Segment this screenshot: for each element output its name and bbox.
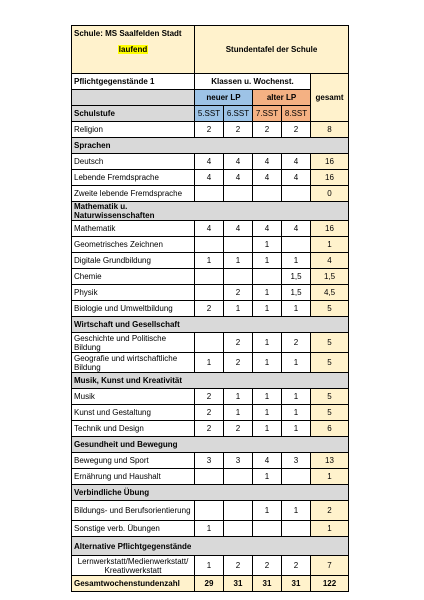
hours-cell: 2 xyxy=(224,353,253,373)
footer-total: 122 xyxy=(311,576,349,592)
hours-cell: 3 xyxy=(282,453,311,469)
hours-cell: 1 xyxy=(253,405,282,421)
subject-label: Bewegung und Sport xyxy=(72,453,195,469)
hours-cell: 4 xyxy=(195,170,224,186)
section-row xyxy=(72,373,349,389)
total-cell: 16 xyxy=(311,154,349,170)
table-row xyxy=(72,333,349,353)
table-row xyxy=(72,221,349,237)
table-row xyxy=(72,154,349,170)
section-label: Sprachen xyxy=(72,138,349,154)
total-cell: 8 xyxy=(311,122,349,138)
section-row xyxy=(72,202,349,221)
hours-cell: 1 xyxy=(282,421,311,437)
column-5sst: 5.SST xyxy=(195,106,224,122)
hours-cell: 1 xyxy=(282,353,311,373)
hours-cell: 4 xyxy=(195,221,224,237)
hours-cell: 1 xyxy=(224,253,253,269)
subject-label: Lebende Fremdsprache xyxy=(72,170,195,186)
table-row xyxy=(72,421,349,437)
hours-cell: 4 xyxy=(224,154,253,170)
section-row xyxy=(72,437,349,453)
hours-cell xyxy=(224,237,253,253)
subject-label: Ernährung und Haushalt xyxy=(72,469,195,485)
total-cell: 16 xyxy=(311,170,349,186)
hours-cell: 4 xyxy=(282,170,311,186)
hours-cell xyxy=(224,469,253,485)
hours-cell: 2 xyxy=(282,333,311,353)
new-lp-header: neuer LP xyxy=(195,90,253,106)
hours-cell: 1,5 xyxy=(282,285,311,301)
table-row xyxy=(72,521,349,537)
hours-cell xyxy=(253,186,282,202)
hours-cell: 1 xyxy=(282,389,311,405)
footer-hours: 31 xyxy=(253,576,282,592)
hours-cell: 3 xyxy=(195,453,224,469)
subject-label: Zweite lebende Fremdsprache xyxy=(72,186,195,202)
total-cell: 1,5 xyxy=(311,269,349,285)
hours-cell: 2 xyxy=(195,389,224,405)
subject-label: Technik und Design xyxy=(72,421,195,437)
total-cell: 1 xyxy=(311,521,349,537)
subject-label: Musik xyxy=(72,389,195,405)
table-row xyxy=(72,269,349,285)
section-row xyxy=(72,537,349,556)
hours-cell: 1 xyxy=(253,237,282,253)
hours-cell xyxy=(195,469,224,485)
table-row xyxy=(72,405,349,421)
subject-label: Chemie xyxy=(72,269,195,285)
hours-cell: 1 xyxy=(253,301,282,317)
subject-label: Religion xyxy=(72,122,195,138)
hours-cell xyxy=(195,237,224,253)
hours-cell: 1 xyxy=(195,353,224,373)
hours-cell: 1 xyxy=(282,253,311,269)
column-header-row xyxy=(72,106,349,122)
section-row xyxy=(72,485,349,501)
school-cell xyxy=(72,26,195,74)
section-label: Alternative Pflichtgegenstände xyxy=(72,537,349,556)
table-row xyxy=(72,469,349,485)
hours-cell: 1 xyxy=(195,521,224,537)
total-cell: 5 xyxy=(311,405,349,421)
hours-cell: 2 xyxy=(224,122,253,138)
hours-cell xyxy=(224,186,253,202)
hours-cell: 1 xyxy=(253,333,282,353)
total-cell: 16 xyxy=(311,221,349,237)
hours-cell xyxy=(253,521,282,537)
total-cell: 5 xyxy=(311,333,349,353)
status-label: laufend xyxy=(118,45,148,54)
table-row xyxy=(72,186,349,202)
hours-cell: 1 xyxy=(224,301,253,317)
hours-cell xyxy=(282,186,311,202)
classes-header: Klassen u. Wochenst. xyxy=(195,74,311,90)
hours-cell: 2 xyxy=(282,556,311,576)
hours-cell xyxy=(282,521,311,537)
hours-cell xyxy=(224,521,253,537)
hours-cell: 4 xyxy=(253,170,282,186)
subject-label: Sonstige verb. Übungen xyxy=(72,521,195,537)
total-cell: 4,5 xyxy=(311,285,349,301)
hours-cell: 2 xyxy=(195,122,224,138)
section-label: Wirtschaft und Gesellschaft xyxy=(72,317,349,333)
hours-cell: 1 xyxy=(195,253,224,269)
table-row xyxy=(72,237,349,253)
section-row xyxy=(72,317,349,333)
total-cell: 13 xyxy=(311,453,349,469)
table-row xyxy=(72,253,349,269)
section-row xyxy=(72,138,349,154)
table-row xyxy=(72,301,349,317)
hours-cell: 2 xyxy=(224,285,253,301)
hours-cell: 1 xyxy=(224,389,253,405)
hours-cell: 1 xyxy=(282,301,311,317)
subject-label: Geometrisches Zeichnen xyxy=(72,237,195,253)
table-row xyxy=(72,122,349,138)
hours-cell xyxy=(282,237,311,253)
school-name: Schule: MS Saalfelden Stadt xyxy=(74,29,182,38)
subject-label: Geschichte und Politische Bildung xyxy=(72,333,195,353)
total-cell: 1 xyxy=(311,469,349,485)
subheader-label: Pflichtgegenstände 1 xyxy=(72,74,195,90)
subject-label: Digitale Grundbildung xyxy=(72,253,195,269)
hours-cell: 1 xyxy=(195,556,224,576)
hours-cell: 2 xyxy=(195,421,224,437)
total-cell: 2 xyxy=(311,501,349,521)
table-title: Stundentafel der Schule xyxy=(195,26,349,74)
total-cell: 7 xyxy=(311,556,349,576)
column-label: Schulstufe xyxy=(72,106,195,122)
hours-cell: 1 xyxy=(253,469,282,485)
footer-label: Gesamtwochenstundenzahl xyxy=(72,576,195,592)
table-row xyxy=(72,353,349,373)
total-cell: 0 xyxy=(311,186,349,202)
hours-cell: 1 xyxy=(253,353,282,373)
total-cell: 5 xyxy=(311,301,349,317)
hours-cell: 4 xyxy=(224,221,253,237)
total-header: gesamt xyxy=(311,74,349,122)
hours-cell xyxy=(195,501,224,521)
hours-cell xyxy=(195,269,224,285)
hours-cell: 4 xyxy=(282,221,311,237)
footer-row xyxy=(72,576,349,592)
footer-hours: 31 xyxy=(282,576,311,592)
column-7sst: 7.SST xyxy=(253,106,282,122)
hours-cell: 1,5 xyxy=(282,269,311,285)
table-row xyxy=(72,501,349,521)
hours-cell: 2 xyxy=(195,301,224,317)
column-8sst: 8.SST xyxy=(282,106,311,122)
total-cell: 5 xyxy=(311,389,349,405)
hours-cell xyxy=(224,269,253,285)
footer-hours: 31 xyxy=(224,576,253,592)
hours-cell: 2 xyxy=(224,333,253,353)
section-label: Musik, Kunst und Kreativität xyxy=(72,373,349,389)
hours-cell xyxy=(253,269,282,285)
hours-cell: 4 xyxy=(253,154,282,170)
subject-label: Mathematik xyxy=(72,221,195,237)
hours-cell: 1 xyxy=(253,501,282,521)
section-label: Verbindliche Übung xyxy=(72,485,349,501)
hours-cell: 3 xyxy=(224,453,253,469)
hours-cell xyxy=(195,186,224,202)
subject-label: Geografie und wirtschaftliche Bildung xyxy=(72,353,195,373)
hours-cell: 4 xyxy=(195,154,224,170)
hours-cell: 1 xyxy=(253,285,282,301)
hours-cell: 2 xyxy=(224,421,253,437)
hours-cell: 2 xyxy=(253,122,282,138)
hours-cell: 1 xyxy=(282,501,311,521)
table-row xyxy=(72,556,349,576)
footer-hours: 29 xyxy=(195,576,224,592)
hours-cell: 2 xyxy=(253,556,282,576)
hours-cell xyxy=(282,469,311,485)
total-cell: 1 xyxy=(311,237,349,253)
hours-cell: 4 xyxy=(253,453,282,469)
hours-cell xyxy=(195,285,224,301)
table-row xyxy=(72,285,349,301)
hours-cell: 4 xyxy=(282,154,311,170)
subject-label: Kunst und Gestaltung xyxy=(72,405,195,421)
section-label: Mathematik u. Naturwissenschaften xyxy=(72,202,349,221)
old-lp-header: alter LP xyxy=(253,90,311,106)
hours-cell: 1 xyxy=(282,405,311,421)
hours-cell xyxy=(224,501,253,521)
hours-cell: 2 xyxy=(195,405,224,421)
hours-cell: 1 xyxy=(253,253,282,269)
hours-cell: 1 xyxy=(253,421,282,437)
timetable xyxy=(71,25,349,592)
table-row xyxy=(72,453,349,469)
total-cell: 6 xyxy=(311,421,349,437)
table-row xyxy=(72,389,349,405)
hours-cell: 2 xyxy=(282,122,311,138)
hours-cell: 4 xyxy=(253,221,282,237)
blank-cell xyxy=(72,90,195,106)
hours-cell: 1 xyxy=(224,405,253,421)
section-label: Gesundheit und Bewegung xyxy=(72,437,349,453)
subject-label: Biologie und Umweltbildung xyxy=(72,301,195,317)
subject-label: Bildungs- und Berufsorientierung xyxy=(72,501,195,521)
hours-cell: 4 xyxy=(224,170,253,186)
table-row xyxy=(72,170,349,186)
subject-label: Lernwerkstatt/Medienwerkstatt/ Kreativwerkstatt xyxy=(72,556,195,576)
total-cell: 4 xyxy=(311,253,349,269)
hours-cell: 2 xyxy=(224,556,253,576)
column-6sst: 6.SST xyxy=(224,106,253,122)
hours-cell xyxy=(195,333,224,353)
hours-cell: 1 xyxy=(253,389,282,405)
total-cell: 5 xyxy=(311,353,349,373)
subject-label: Deutsch xyxy=(72,154,195,170)
subject-label: Physik xyxy=(72,285,195,301)
